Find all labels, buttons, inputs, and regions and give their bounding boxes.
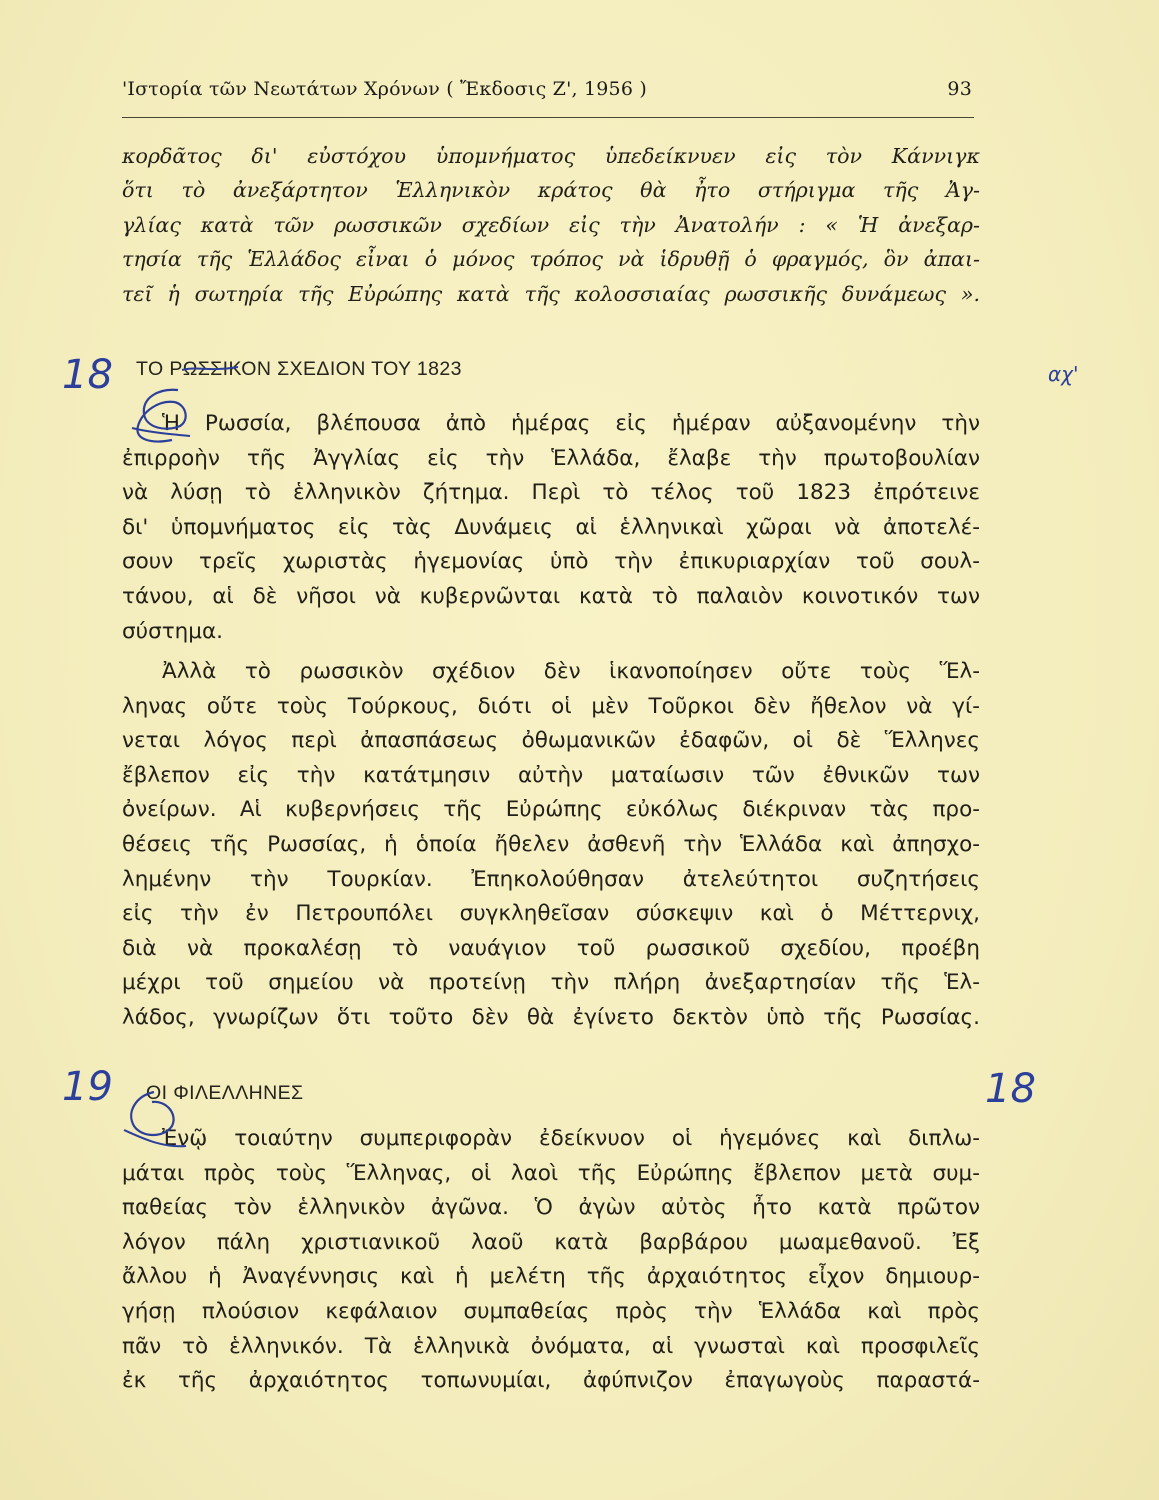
margin-number-annotation: 19 — [62, 1064, 113, 1110]
text-line: σύστημα. — [122, 618, 223, 644]
text-line: λάδος, γνωρίζων ὅτι τοῦτο δὲν θὰ ἐγίνετο δεκτὸν ὑπὸ τῆς Ρωσσίας. — [122, 1004, 980, 1030]
page-number: 93 — [947, 78, 972, 100]
text-line: Ἐνῷ τοιαύτην συμπεριφορὰν ἐδείκνυον οἱ ἡγεμόνες καὶ διπλω- — [162, 1126, 980, 1151]
drop-cap-ink-drawing — [128, 382, 208, 452]
text-line: γήσῃ πλούσιον κεφάλαιον συμπαθείας πρὸς τὴν Ἑλλάδα καὶ πρὸς — [122, 1298, 980, 1324]
text-line: εἰς τὴν ἐν Πετρουπόλει συγκληθεῖσαν σύσκεψιν καὶ ὁ Μέττερνιχ, — [122, 901, 980, 927]
text-line: κορδᾶτος δι' εὐστόχου ὑπομνήματος ὑπεδείκνυεν εἰς τὸν Κάννιγκ — [122, 144, 980, 168]
text-line: ἐπιρροὴν τῆς Ἀγγλίας εἰς τὴν Ἑλλάδα, ἔλαβε τὴν πρωτοβουλίαν — [122, 445, 980, 471]
text-line: μέχρι τοῦ σημείου νὰ προτείνῃ τὴν πλήρη ἀνεξαρτησίαν τῆς Ἑλ- — [122, 970, 980, 996]
text-line: μάται πρὸς τοὺς Ἕλληνας, οἱ λαοὶ τῆς Εὐρώπης ἔβλεπον μετὰ συμ- — [122, 1160, 980, 1186]
running-title: 'Ιστορία τῶν Νεωτάτων Χρόνων ( Ἔκδοσις Ζ', 1956 ) — [122, 78, 647, 100]
text-line: ὀνείρων. Αἱ κυβερνήσεις τῆς Εὐρώπης εὐκόλως διέκριναν τὰς προ- — [122, 797, 980, 823]
running-header — [122, 74, 974, 114]
text-line: τεῖ ἡ σωτηρία τῆς Εὐρώπης κατὰ τῆς κολοσσιαίας ρωσσικῆς δυνάμεως ». — [122, 281, 980, 306]
margin-number-annotation: 18 — [985, 1066, 1036, 1112]
text-line: θέσεις τῆς Ρωσσίας, ἡ ὁποία ἤθελεν ἀσθενῆ τὴν Ἑλλάδα καὶ ἀπησχο- — [122, 831, 980, 857]
text-line: νεται λόγος περὶ ἀπασπάσεως ὀθωμανικῶν ἐδαφῶν, οἱ δὲ Ἕλληνες — [122, 728, 980, 754]
text-line: νὰ λύσῃ τὸ ἑλληνικὸν ζήτημα. Περὶ τὸ τέλος τοῦ 1823 ἐπρότεινε — [122, 480, 980, 506]
text-line: ἐκ τῆς ἀρχαιότητος τοπωνυμίαι, ἀφύπνιζον ἐπαγωγοὺς παραστά- — [122, 1368, 980, 1394]
text-line: ὅτι τὸ ἀνεξάρτητον Ἑλληνικὸν κράτος θὰ ἦτο στήριγμα τῆς Ἀγ- — [122, 178, 980, 203]
section2-paragraph1 — [122, 1122, 980, 1399]
quote-paragraph — [122, 139, 980, 311]
margin-mark-annotation: αχ' — [1048, 362, 1079, 386]
margin-number-annotation: 18 — [62, 352, 113, 398]
text-line: παθείας τὸν ἑλληνικὸν ἀγῶνα. Ὁ ἀγὼν αὐτὸς ἦτο κατὰ πρῶτον — [122, 1195, 980, 1221]
section1-paragraph2 — [122, 655, 980, 1036]
text-line: τησία τῆς Ἑλλάδος εἶναι ὁ μόνος τρόπος νὰ ἱδρυθῇ ὁ φραγμός, ὃν ἀπαι- — [122, 247, 980, 272]
strike-through-mark — [180, 362, 240, 376]
text-line: πᾶν τὸ ἑλληνικόν. Τὰ ἑλληνικὰ ὀνόματα, αἱ γνωσταὶ καὶ προσφιλεῖς — [122, 1333, 980, 1359]
section-heading-philhellenes: ΟΙ ΦΙΛΕΛΛΗΝΕΣ — [146, 1082, 304, 1104]
text-line: Ἡ Ρωσσία, βλέπουσα ἀπὸ ἡμέρας εἰς ἡμέραν αὐξανομένην τὴν — [162, 411, 980, 436]
text-line: ληνας οὔτε τοὺς Τούρκους, διότι οἱ μὲν Τοῦρκοι δὲν ἤθελον νὰ γί- — [122, 693, 980, 719]
section-heading-russian-plan: ΤΟ ΡΩΣΣΙΚΟΝ ΣΧΕΔΙΟΝ ΤΟΥ 1823 — [136, 358, 462, 380]
text-line: γλίας κατὰ τῶν ρωσσικῶν σχεδίων εἰς τὴν Ἀνατολήν : « Ἡ ἀνεξαρ- — [122, 212, 980, 237]
text-line: Ἀλλὰ τὸ ρωσσικὸν σχέδιον δὲν ἱκανοποίησεν οὔτε τοὺς Ἕλ- — [162, 659, 980, 684]
text-line: τάνου, αἱ δὲ νῆσοι νὰ κυβερνῶνται κατὰ τὸ παλαιὸν κοινοτικόν των — [122, 583, 980, 609]
drop-cap-ink-drawing — [118, 1086, 198, 1156]
text-line: ἔβλεπον εἰς τὴν κατάτμησιν αὐτὴν ματαίωσιν τῶν ἐθνικῶν των — [122, 762, 980, 788]
section1-paragraph1 — [122, 407, 980, 649]
text-line: σουν τρεῖς χωριστὰς ἡγεμονίας ὑπὸ τὴν ἐπικυριαρχίαν τοῦ σουλ- — [122, 549, 980, 575]
text-line: λημένην τὴν Τουρκίαν. Ἐπηκολούθησαν ἀτελεύτητοι συζητήσεις — [122, 866, 980, 892]
text-line: λόγον πάλη χριστιανικοῦ λαοῦ κατὰ βαρβάρου μωαμεθανοῦ. Ἐξ — [122, 1229, 980, 1255]
text-line: διὰ νὰ προκαλέσῃ τὸ ναυάγιον τοῦ ρωσσικοῦ σχεδίου, προέβη — [122, 935, 980, 961]
text-line: ἄλλου ἡ Ἀναγέννησις καὶ ἡ μελέτη τῆς ἀρχαιότητος εἶχον δημιουρ- — [122, 1264, 980, 1290]
header-rule — [122, 117, 974, 118]
text-line: δι' ὑπομνήματος εἰς τὰς Δυνάμεις αἱ ἑλληνικαὶ χῶραι νὰ ἀποτελέ- — [122, 514, 980, 540]
